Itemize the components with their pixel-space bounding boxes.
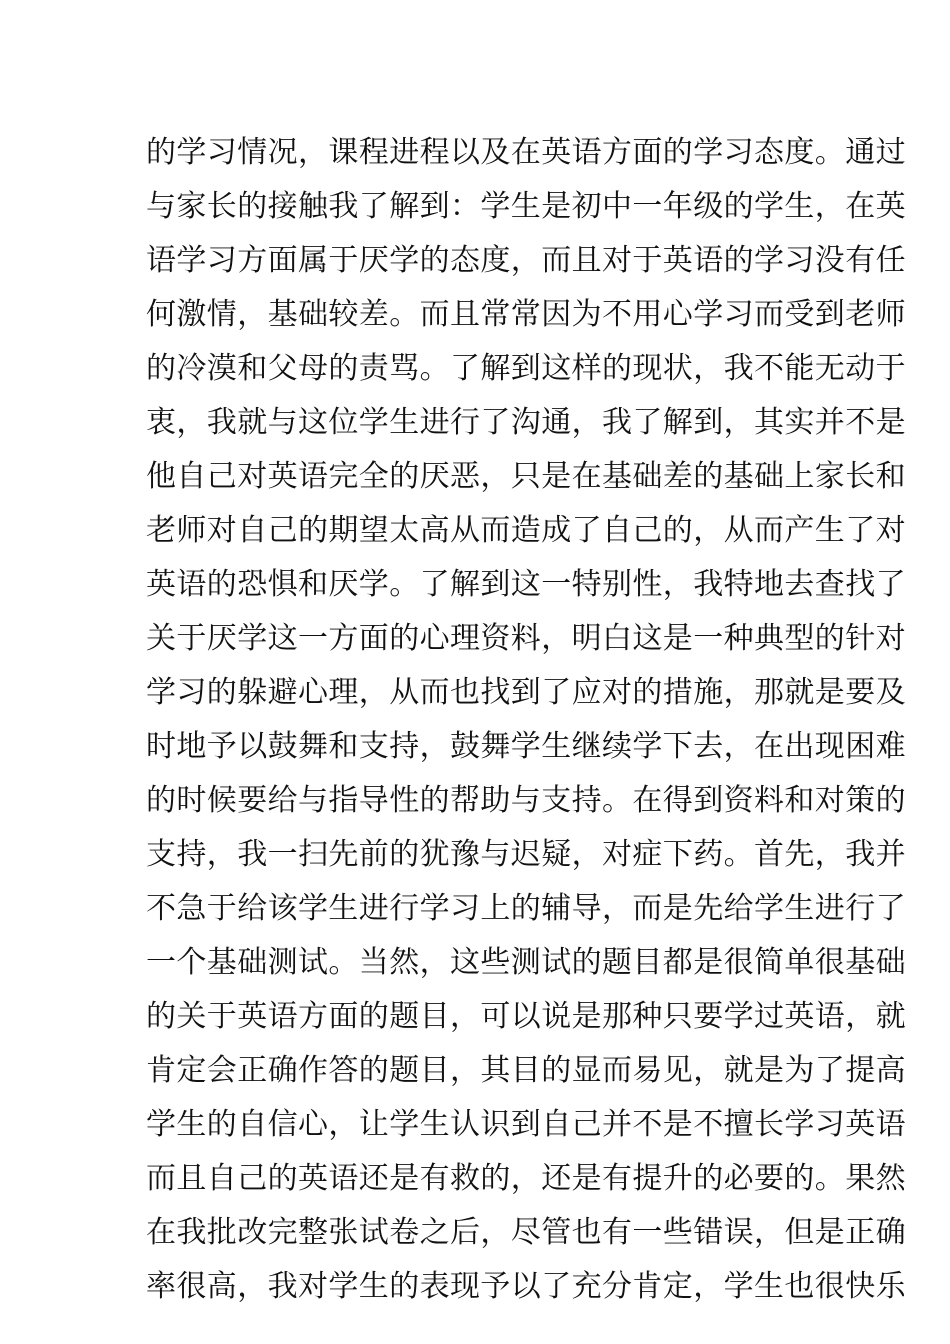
text-line: 关于厌学这一方面的心理资料，明白这是一种典型的针对 [146,621,906,656]
text-line: 肯定会正确作答的题目，其目的显而易见，就是为了提高 [146,1053,906,1088]
text-line: 在我批改完整张试卷之后，尽管也有一些错误，但是正确 [146,1215,906,1250]
text-line: 何激情，基础较差。而且常常因为不用心学习而受到老师 [146,297,906,332]
text-line: 时地予以鼓舞和支持，鼓舞学生继续学下去，在出现困难 [146,729,906,764]
text-line: 学生的自信心，让学生认识到自己并不是不擅长学习英语 [146,1107,906,1142]
text-line: 老师对自己的期望太高从而造成了自己的，从而产生了对 [146,513,906,548]
text-line: 的学习情况，课程进程以及在英语方面的学习态度。通过 [146,135,906,170]
text-line: 率很高，我对学生的表现予以了充分肯定，学生也很快乐 [146,1269,906,1304]
text-line: 与家长的接触我了解到：学生是初中一年级的学生，在英 [146,189,906,224]
body-text [146,126,906,1314]
text-line: 的冷漠和父母的责骂。了解到这样的现状，我不能无动于 [146,351,906,386]
text-line: 语学习方面属于厌学的态度，而且对于英语的学习没有任 [146,243,906,278]
text-line: 一个基础测试。当然，这些测试的题目都是很简单很基础 [146,945,906,980]
text-line: 衷，我就与这位学生进行了沟通，我了解到，其实并不是 [146,405,906,440]
text-line: 学习的躲避心理，从而也找到了应对的措施，那就是要及 [146,675,906,710]
text-line: 的时候要给与指导性的帮助与支持。在得到资料和对策的 [146,783,906,818]
text-line: 而且自己的英语还是有救的，还是有提升的必要的。果然 [146,1161,906,1196]
text-line: 的关于英语方面的题目，可以说是那种只要学过英语，就 [146,999,906,1034]
text-line: 支持，我一扫先前的犹豫与迟疑，对症下药。首先，我并 [146,837,906,872]
text-line: 他自己对英语完全的厌恶，只是在基础差的基础上家长和 [146,459,906,494]
text-line: 不急于给该学生进行学习上的辅导，而是先给学生进行了 [146,891,906,926]
text-line: 英语的恐惧和厌学。了解到这一特别性，我特地去查找了 [146,567,906,602]
